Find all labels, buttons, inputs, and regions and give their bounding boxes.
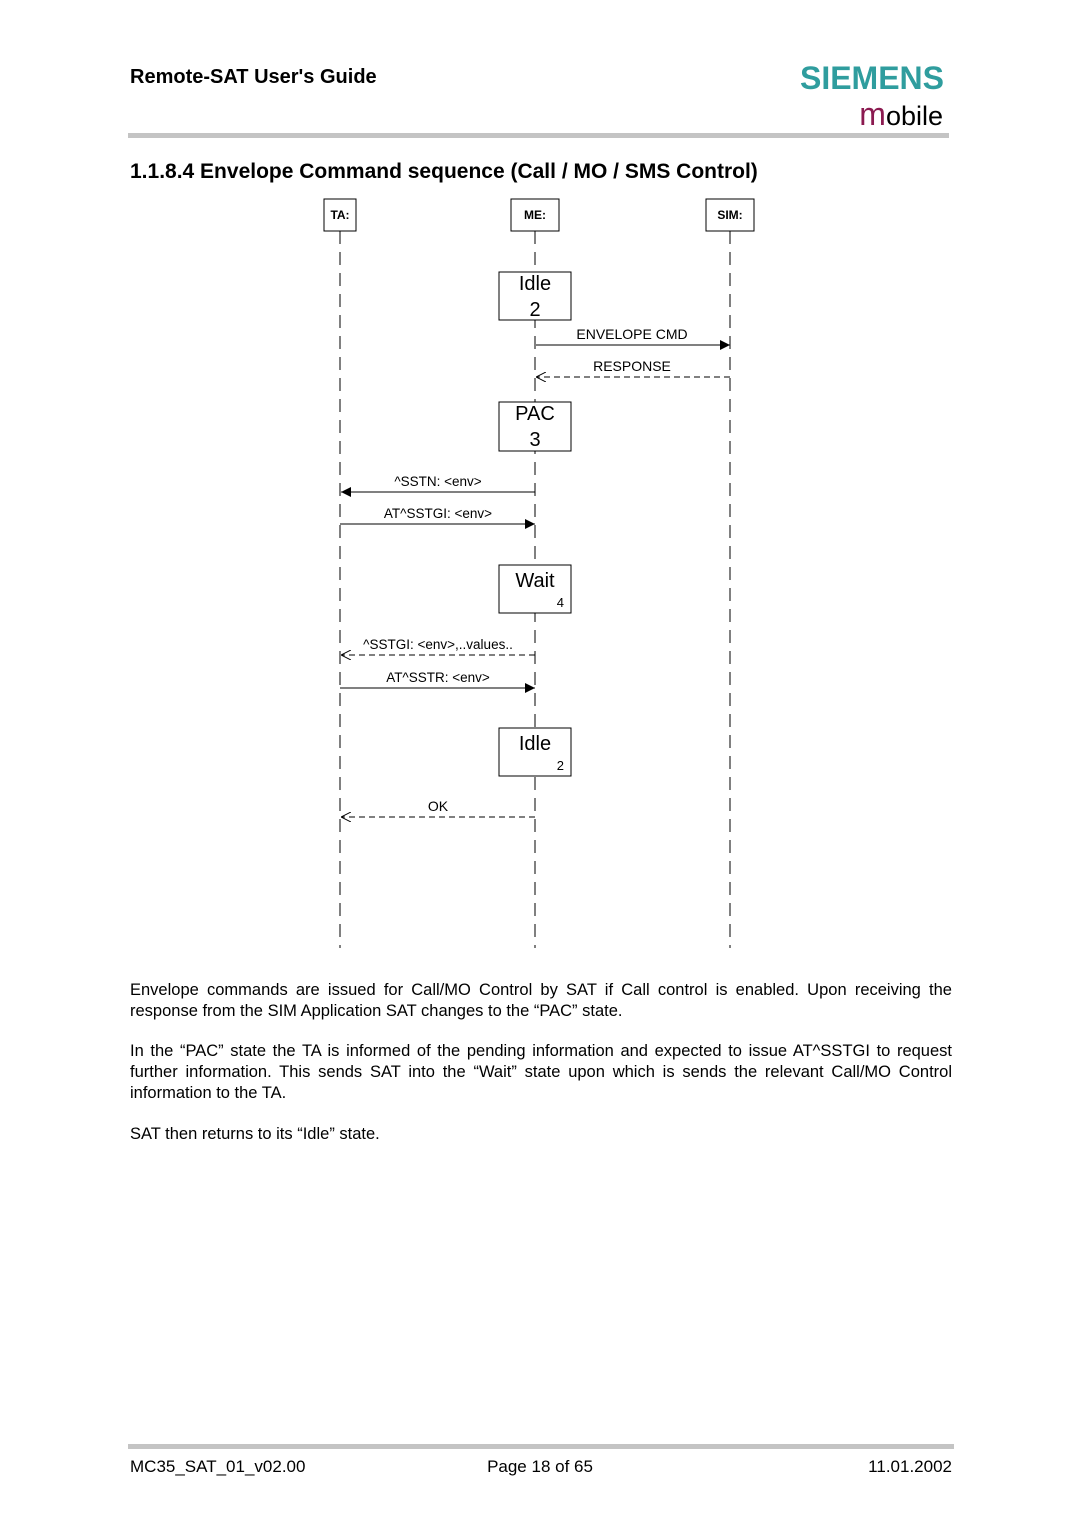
message-at-sstr (340, 670, 535, 688)
state-box-wait (499, 565, 571, 613)
message-at-sstgi (340, 506, 535, 524)
lifeline-label-me: ME: (524, 208, 546, 222)
state-name: Idle (518, 733, 552, 755)
footer-page-number: Page 18 of 65 (487, 1457, 593, 1476)
lifeline-label-ta: TA: (330, 208, 350, 222)
footer-divider (128, 1444, 954, 1449)
body-paragraph-2: In the “PAC” state the TA is informed of the pending information and expected to issue AT^SSTGI to request further information. This sends SAT into the “Wait” state upon which is sends the relevant Call/MO Control information to the TA. (130, 1042, 952, 1102)
message-ok (341, 798, 535, 817)
section-heading: 1.1.8.4 Envelope Command sequence (Call / MO / SMS Control) (130, 160, 758, 183)
state-box-idle-return (499, 728, 571, 776)
logo-mobile-rest: obile (885, 101, 943, 131)
message-label: AT^SSTR: <env> (386, 670, 490, 685)
message-label: AT^SSTGI: <env> (383, 506, 493, 521)
logo-wordmark: SIEMENS (799, 60, 944, 96)
state-name: Idle (518, 273, 552, 295)
body-paragraph-1: Envelope commands are issued for Call/MO Control by SAT if Call control is enabled. Upon receiving the response from the SIM Application SAT changes to the “PAC” state. (130, 981, 952, 1020)
message-label: ^SSTGI: <env>,..values.. (363, 637, 513, 652)
document-title: Remote-SAT User's Guide (130, 66, 377, 88)
message-sstgi-values (341, 637, 535, 655)
message-envelope-cmd (536, 326, 730, 345)
lifeline-label-sim: SIM: (717, 208, 743, 222)
logo-m-letter: m (859, 96, 886, 132)
footer-date: 11.01.2002 (868, 1457, 952, 1476)
message-sstn (341, 474, 535, 492)
state-number: 4 (556, 595, 564, 610)
message-label: ENVELOPE CMD (576, 326, 688, 342)
footer-doc-id: MC35_SAT_01_v02.00 (130, 1457, 306, 1476)
body-paragraph-3: SAT then returns to its “Idle” state. (130, 1125, 380, 1143)
state-box-pac (499, 402, 571, 451)
lifeline-ta (324, 199, 356, 948)
message-response (536, 358, 730, 377)
lifeline-sim (706, 199, 754, 948)
state-number: 3 (529, 429, 541, 451)
state-name: Wait (515, 570, 555, 592)
state-name: PAC (515, 403, 555, 425)
message-label: RESPONSE (593, 358, 671, 374)
state-number: 2 (556, 758, 564, 773)
message-label: ^SSTN: <env> (394, 474, 482, 489)
message-label: OK (427, 798, 449, 814)
state-number: 2 (529, 299, 541, 321)
state-box-idle (499, 272, 571, 321)
